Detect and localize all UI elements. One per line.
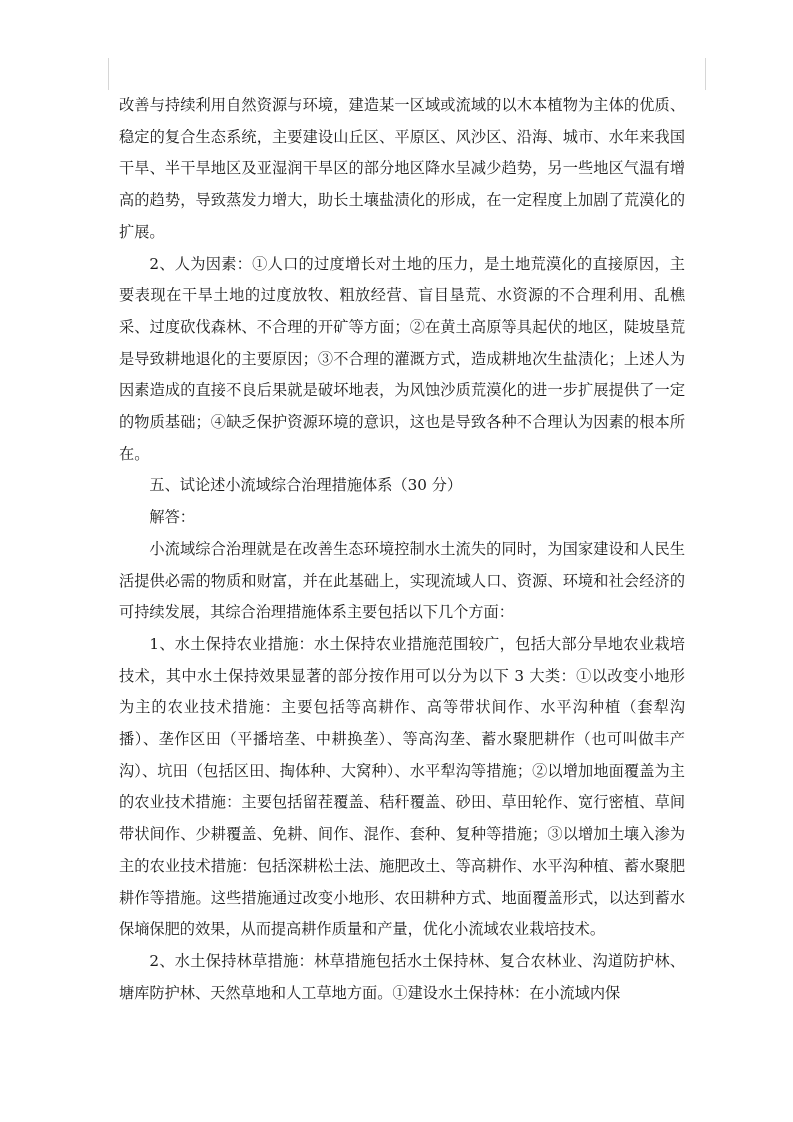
document-body xyxy=(119,90,685,1009)
crop-mark-left xyxy=(108,58,109,90)
answer-label: 解答： xyxy=(149,508,195,527)
paragraph-human-factors: 2、人为因素：①人口的过度增长对土地的压力，是土地荒漠化的直接原因，主要表现在干旱土地的过度放牧、粗放经营、盲目垦荒、水资源的不合理利用、乱樵采、过度砍伐森林、不合理的开矿等方面；②在黄土高原等具起伏的地区，陡坡垦荒是导致耕地退化的主要原因；③不合理的灌溉方式，造成耕地次生盐渍化；上述人为因素造成的直接不良后果就是破坏地表，为风蚀沙质荒漠化的进一步扩展提供了一定的物质基础；④缺乏保护资源环境的意识，这也是导致各种不合理认为因素的根本所在。 xyxy=(119,254,685,463)
question-heading: 五、试论述小流域综合治理措施体系（30 分） xyxy=(149,476,463,495)
paragraph-forest-grass-measures: 2、水土保持林草措施：林草措施包括水土保持林、复合农林业、沟道防护林、塘库防护林、天然草地和人工草地方面。①建设水土保持林：在小流域内保 xyxy=(119,951,685,1002)
paragraph-agricultural-measures: 1、水土保持农业措施：水土保持农业措施范围较广，包括大部分旱地农业栽培技术，其中水土保持效果显著的部分按作用可以分为以下 3 大类：①以改变小地形为主的农业技术措施：主要包括等高耕作、高等带状间作、水平沟种植（套犁沟播）、垄作区田（平播培垄、中耕换垄）、等高沟垄、蓄水聚肥耕作（也可叫做丰产沟）、坑田（包括区田、掏体种、大窝种）、水平犁沟等措施；②以增加地面覆盖为主的农业技术措施：主要包括留茬覆盖、秸秆覆盖、砂田、草田轮作、宽行密植、草间带状间作、少耕覆盖、免耕、间作、混作、套种、复种等措施；③以增加土壤入渗为主的农业技术措施：包括深耕松土法、施肥改土、等高耕作、水平沟种植、蓄水聚肥耕作等措施。这些措施通过改变小地形、农田耕种方式、地面覆盖形式，以达到蓄水保墒保肥的效果，从而提高耕作质量和产量，优化小流域农业栽培技术。 xyxy=(119,634,685,939)
paragraph-intro: 小流域综合治理就是在改善生态环境控制水土流失的同时，为国家建设和人民生活提供必需的物质和财富，并在此基础上，实现流域人口、资源、环境和社会经济的可持续发展，其综合治理措施体系主要包括以下几个方面： xyxy=(119,539,685,622)
crop-mark-right xyxy=(705,58,706,90)
paragraph-continuation: 改善与持续利用自然资源与环境，建造某一区域或流域的以木本植物为主体的优质、稳定的复合生态系统，主要建设山丘区、平原区、风沙区、沿海、城市、水年来我国干旱、半干旱地区及亚湿润干旱区的部分地区降水呈减少趋势，另一些地区气温有增高的趋势，导致蒸发力增大，助长土壤盐渍化的形成，在一定程度上加剧了荒漠化的扩展。 xyxy=(119,96,685,241)
